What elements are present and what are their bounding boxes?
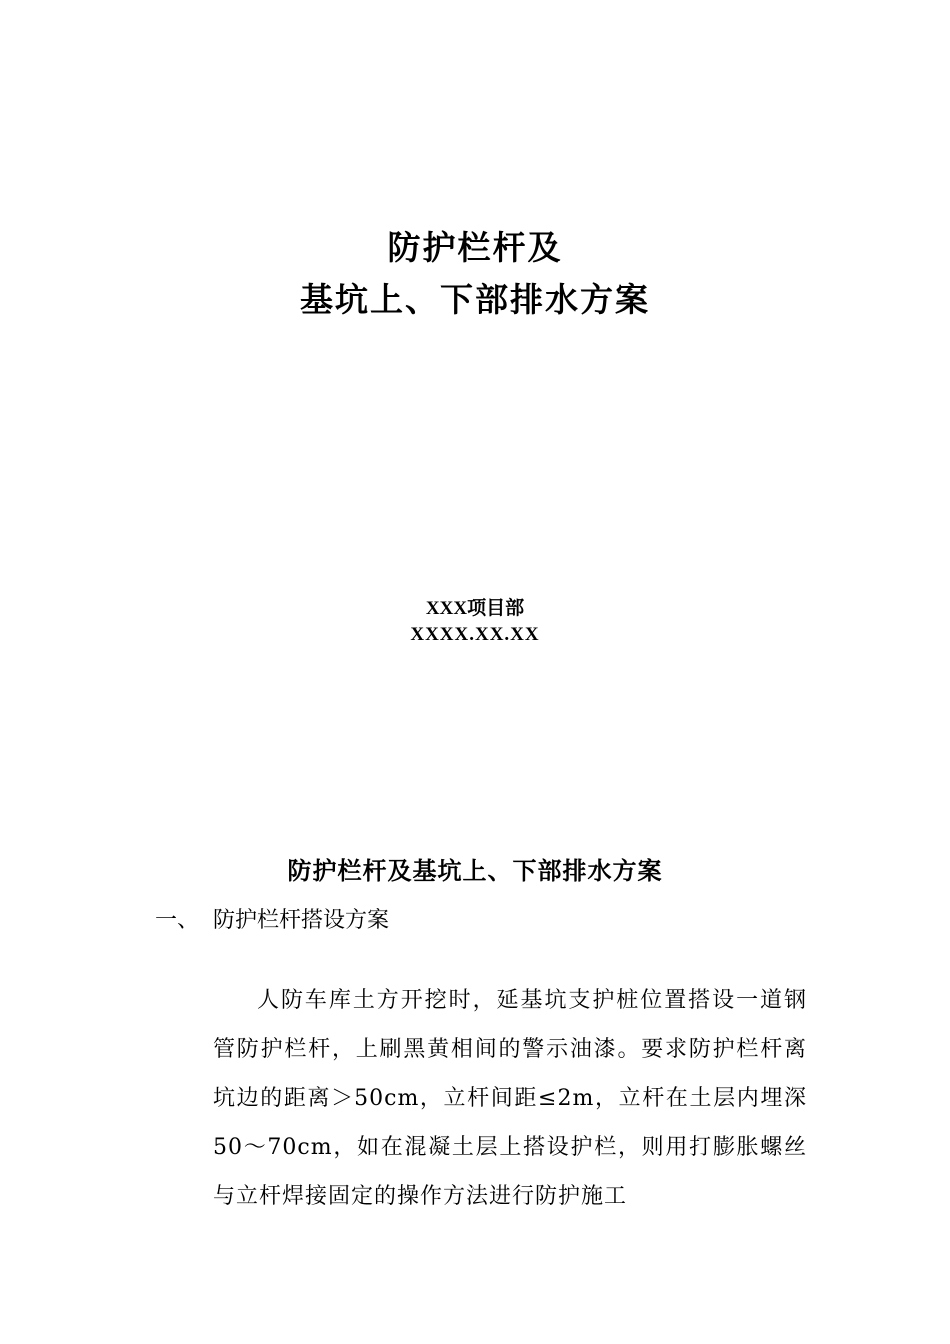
- cover-title-line-1: 防护栏杆及: [387, 228, 563, 267]
- cover-organization: XXX项目部: [425, 598, 525, 619]
- section-1-paragraph: 人防车库土方开挖时，延基坑支护桩位置搭设一道钢管防护栏杆，上刷黑黄相间的警示油漆。要求防护栏杆离坑边的距离＞50cm，立杆间距≤2m，立杆在土层内埋深50～70cm，如在混凝土层上搭设护栏，则用打膨胀螺丝与立杆焊接固定的操作方法进行防护施工: [213, 988, 807, 1209]
- section-1-title: 防护栏杆搭设方案: [213, 908, 390, 933]
- cover-date: XXXX.XX.XX: [410, 624, 540, 645]
- cover-title-line-2: 基坑上、下部排水方案: [300, 280, 650, 319]
- document-heading: 防护栏杆及基坑上、下部排水方案: [287, 856, 663, 885]
- section-1-heading: [155, 905, 389, 937]
- section-1-number: 一、: [155, 908, 200, 933]
